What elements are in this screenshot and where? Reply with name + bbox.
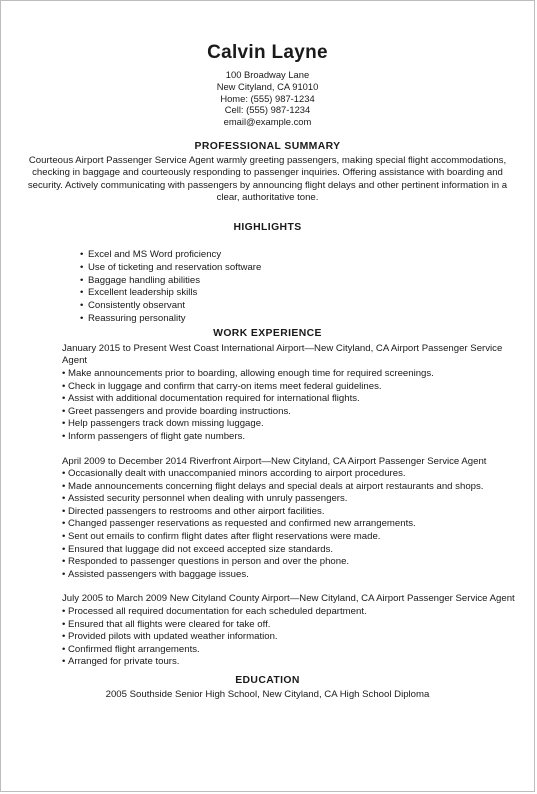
highlight-item: • Consistently observant	[80, 300, 534, 313]
job-bullets	[62, 606, 526, 669]
email-address: email@example.com	[223, 116, 312, 128]
highlight-item: • Baggage handling abilities	[80, 275, 534, 288]
highlight-item: • Reassuring personality	[80, 313, 534, 326]
job-bullet: • Check in luggage and confirm that carry-on items meet federal guidelines.	[62, 381, 526, 394]
job-entry	[62, 593, 526, 669]
job-bullet: • Assisted security personnel when dealing with unruly passengers.	[62, 493, 526, 506]
job-bullet: • Changed passenger reservations as requested and confirmed new arrangements.	[62, 518, 526, 531]
highlight-item: • Excellent leadership skills	[80, 287, 534, 300]
job-bullet: • Made announcements concerning flight delays and special deals at airport restaurants and shops.	[62, 481, 526, 494]
job-entry	[62, 456, 526, 582]
job-bullet: • Processed all required documentation for each scheduled department.	[62, 606, 526, 619]
job-bullet: • Ensured that luggage did not exceed accepted size standards.	[62, 544, 526, 557]
job-bullets	[62, 368, 526, 444]
summary-text: Courteous Airport Passenger Service Agent warmly greeting passengers, making special flight accommodations, checking in baggage and courteously responding to passenger inquiries. Offering assistance with boarding and security. Actively communicating with passengers by announcing flight delays and other pertinent information in a clear, authoritative tone.	[27, 154, 508, 204]
job-bullet: • Responded to passenger questions in person and over the phone.	[62, 556, 526, 569]
address-line: 100 Broadway Lane	[225, 69, 310, 80]
home-phone: Home: (555) 987-1234	[220, 92, 315, 104]
job-bullets	[62, 468, 526, 581]
job-bullet: • Sent out emails to confirm flight dates after flight reservations were made.	[62, 531, 526, 544]
education-heading: EDUCATION	[235, 675, 300, 687]
job-bullet: • Provided pilots with updated weather information.	[62, 631, 526, 644]
job-bullet: • Assisted passengers with baggage issues.	[62, 569, 526, 582]
contact-info	[1, 69, 534, 128]
job-heading: January 2015 to Present West Coast International Airport—New Cityland, CA Airport Passenger Service Agent	[62, 342, 503, 367]
job-entry	[62, 343, 526, 444]
job-bullet: • Occasionally dealt with unaccompanied minors according to airport procedures.	[62, 468, 526, 481]
job-bullet: • Arranged for private tours.	[62, 656, 526, 669]
job-bullet: • Make announcements prior to boarding, allowing enough time for required screenings.	[62, 368, 526, 381]
job-bullet: • Confirmed flight arrangements.	[62, 644, 526, 657]
job-bullet: • Assist with additional documentation required for international flights.	[62, 393, 526, 406]
highlight-item: • Use of ticketing and reservation software	[80, 262, 534, 275]
city-line: New Cityland, CA 91010	[216, 80, 319, 92]
job-bullet: • Help passengers track down missing luggage.	[62, 418, 526, 431]
cell-phone: Cell: (555) 987-1234	[224, 104, 311, 116]
summary-heading: PROFESSIONAL SUMMARY	[194, 140, 341, 152]
job-heading: April 2009 to December 2014 Riverfront Airport—New Cityland, CA Airport Passenger Service Agent	[62, 455, 487, 467]
candidate-name: Calvin Layne	[207, 42, 328, 63]
work-experience-heading: WORK EXPERIENCE	[213, 327, 322, 339]
job-bullet: • Greet passengers and provide boarding instructions.	[62, 406, 526, 419]
job-heading: July 2005 to March 2009 New Cityland County Airport—New Cityland, CA Airport Passenger Service Agent	[62, 593, 515, 605]
job-bullet: • Directed passengers to restrooms and other airport facilities.	[62, 506, 526, 519]
highlight-item: • Excel and MS Word proficiency	[80, 249, 534, 262]
highlights-heading: HIGHLIGHTS	[233, 221, 302, 233]
job-bullet: • Ensured that all flights were cleared for take off.	[62, 619, 526, 632]
resume-header	[1, 1, 534, 128]
highlights-list	[1, 249, 534, 326]
job-bullet: • Inform passengers of flight gate numbers.	[62, 431, 526, 444]
education-text: 2005 Southside Senior High School, New Cityland, CA High School Diploma	[105, 689, 430, 701]
